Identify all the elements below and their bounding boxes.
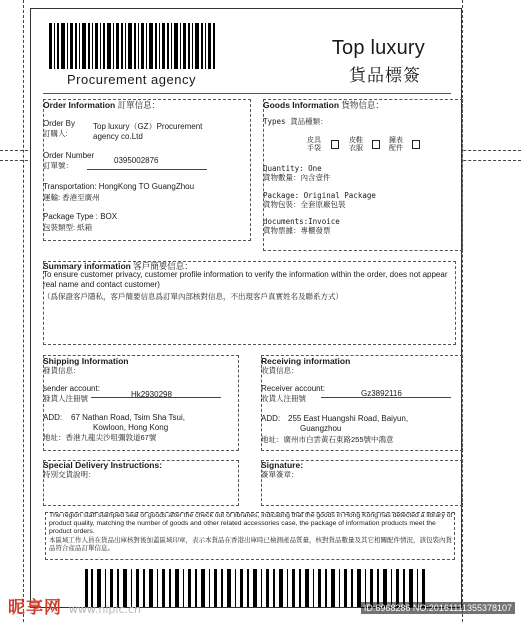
summary-body: To ensure customer privacy, customer profile information to verify the information within the order, does not appear real name and contact customer) — [43, 270, 448, 289]
checkbox-leather[interactable] — [331, 140, 339, 149]
order-number-label: Order Number — [43, 151, 95, 160]
shipping-address-line2: Kowloon, Hong Kong — [93, 423, 169, 432]
shipping-title-cn: 發貨信息： — [43, 366, 81, 375]
goods-quantity-cn: 貨物數量：內含壹件 — [263, 173, 331, 182]
receiving-title-cn: 收貨信息： — [261, 366, 299, 375]
sender-account-underline — [91, 397, 221, 398]
package-type-label: Package Type : BOX — [43, 212, 118, 221]
receiving-address-line1: 255 East Huangshi Road, Baiyun, — [288, 414, 409, 423]
summary-body-cn: （爲保證客戶隱私，客戶簡要信息爲訂單內部核對信息，不出現客戶真實姓名及聯系方式） — [43, 292, 343, 301]
transportation-label: Transportation: HongKong TO GuangZhou — [43, 182, 195, 191]
order-by-label-cn: 訂購人: — [43, 129, 68, 138]
order-number-label-cn: 訂單號： — [43, 161, 73, 170]
receiver-account-value: Gz3892116 — [361, 389, 402, 398]
agency-label: Procurement agency — [67, 72, 196, 87]
special-instructions-title: Special Delivery Instructions: — [43, 460, 163, 470]
summary-title: Summary information 客戶簡要信息： — [43, 261, 193, 271]
goods-package: Package: Original Package — [263, 191, 376, 200]
shipping-title: Shipping Information — [43, 356, 129, 366]
receiving-address-cn: 地址：廣州市白雲黃石東路255號中鴻意 — [261, 435, 394, 444]
order-number-underline — [87, 169, 207, 170]
watermark-id: ID:6968286 NO:20161111355378107 — [361, 602, 515, 614]
order-by-value-2: agency co.Ltd — [93, 132, 143, 141]
order-number-value: 0395002876 — [114, 156, 159, 165]
order-info-title: Order Information 訂單信息： — [43, 100, 161, 110]
barcode-top — [47, 23, 217, 69]
goods-documents-cn: 貨物票據：專櫃發票 — [263, 226, 331, 235]
receiving-address-line2: Guangzhou — [300, 424, 342, 433]
receiving-address-label: ADD: — [261, 414, 281, 423]
goods-package-cn: 貨物包裝：全套原廠包裝 — [263, 200, 346, 209]
signature-title-cn: 簽單簽章： — [261, 470, 299, 479]
goods-option-shoes: 皮鞋 衣服 — [349, 137, 363, 152]
goods-option-watches: 鐘表 配件 — [389, 137, 403, 152]
header-rule — [43, 93, 451, 94]
watermark-strip — [0, 592, 521, 622]
receiver-account-label-cn: 收貨人注冊號 — [261, 394, 306, 403]
sender-account-label: sender account: — [43, 384, 100, 393]
transportation-label-cn: 運輸: 香港至廣州 — [43, 193, 100, 202]
goods-types-label: Types 貨品種類： — [263, 117, 328, 126]
watermark-site: 昵享网 www.nipic.cn — [8, 598, 142, 618]
receiver-account-underline — [321, 397, 451, 398]
sender-account-label-cn: 發貨人注冊號 — [43, 394, 88, 403]
checkbox-shoes[interactable] — [372, 140, 380, 149]
footer-note-cn: 本區域工作人員在貨品出庫核對後加蓋區域印章，表示本貨品在香港出庫時已檢測產品質量，核對貨品數量及其它相關配件情況，該包裝內貨品符合産品訂單信息。 — [49, 537, 452, 552]
brand-subtitle: 貨品標簽 — [349, 66, 421, 86]
special-instructions-title-cn: 特別交貨說明： — [43, 470, 96, 479]
signature-title: Signature: — [261, 460, 304, 470]
goods-info-title: Goods Information 貨物信息： — [263, 100, 384, 110]
shipping-address-cn: 地址：香港九龍尖沙咀彌敦道67號 — [43, 433, 157, 442]
goods-quantity: Quantity: One — [263, 164, 322, 173]
shipping-address-label: ADD: — [43, 413, 63, 422]
receiving-title: Receiving information — [261, 356, 351, 366]
goods-option-leather: 皮具 手袋 — [307, 137, 321, 152]
footer-note: The region staff stamped seal of goods after the check out of libraries, indicating that the goods in Hong Kong has detected a library of product quality, matching the number of goods and other related accessories case, the package of information products meet the product orders. — [49, 512, 453, 535]
cut-line-vertical — [23, 0, 24, 622]
order-by-label: Order By — [43, 119, 76, 128]
package-type-label-cn: 包裝類型: 紙箱 — [43, 223, 93, 232]
goods-documents: documents:Invoice — [263, 217, 340, 226]
brand-title: Top luxury — [331, 37, 425, 59]
checkbox-watches[interactable] — [412, 140, 420, 149]
order-by-value: Top luxury（GZ）Procurement — [93, 122, 203, 131]
cut-line-vertical — [462, 0, 463, 622]
label-sheet — [30, 8, 462, 608]
receiver-account-label: Receiver account: — [261, 384, 326, 393]
shipping-address-line1: 67 Nathan Road, Tsim Sha Tsui, — [71, 413, 185, 422]
sender-account-value: Hk2930298 — [131, 390, 172, 399]
